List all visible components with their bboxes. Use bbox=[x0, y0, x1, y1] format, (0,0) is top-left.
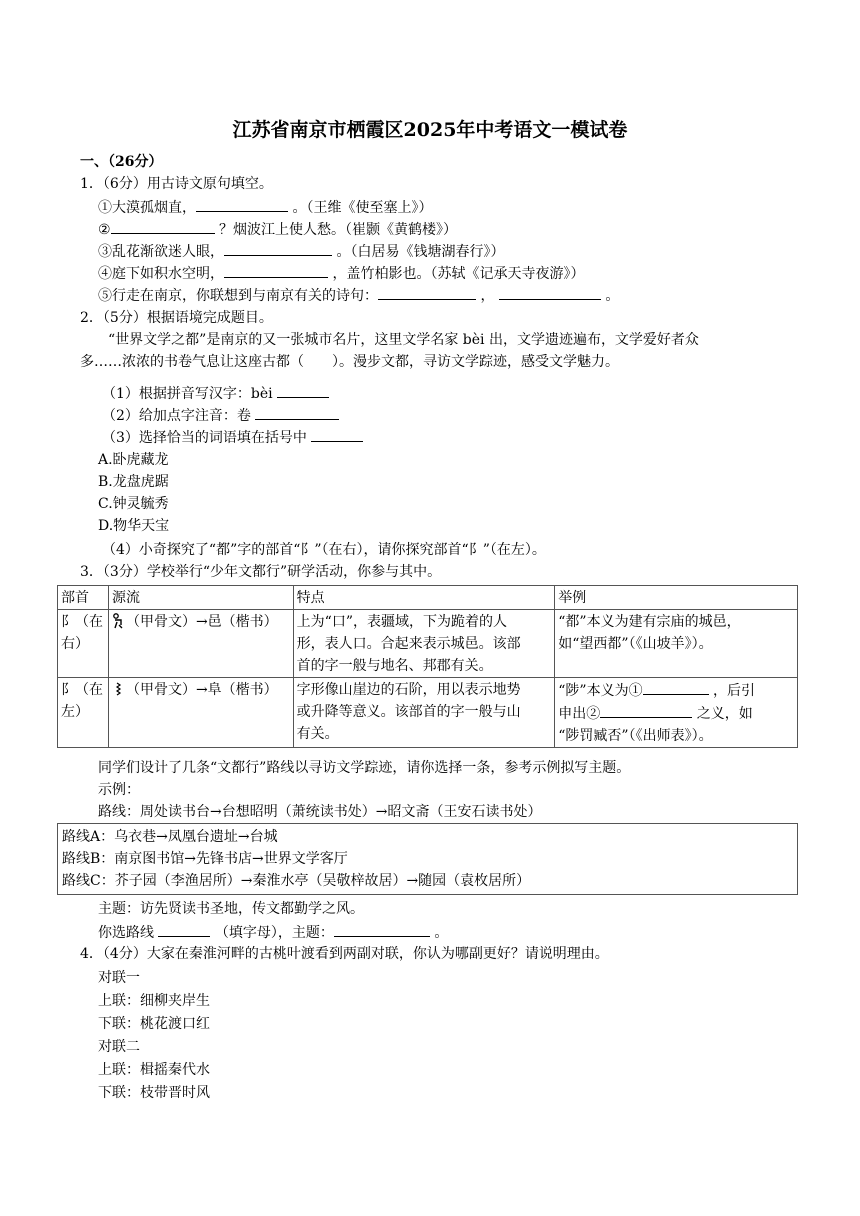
oracle-bone-glyph-icon bbox=[112, 681, 126, 697]
q3-choose-line: 你选路线 （填字母），主题： 。 bbox=[98, 921, 448, 943]
answer-blank[interactable] bbox=[158, 921, 210, 937]
answer-blank[interactable] bbox=[277, 382, 329, 398]
table-header: 部首 bbox=[58, 586, 109, 610]
answer-blank[interactable] bbox=[643, 679, 709, 695]
radical-table bbox=[57, 585, 798, 748]
q2-option-c[interactable]: C.钟灵毓秀 bbox=[98, 496, 169, 512]
q2-sub1: （1）根据拼音写汉字：bèi bbox=[102, 382, 329, 404]
table-row bbox=[58, 678, 798, 748]
route-a[interactable]: 路线A：乌衣巷→凤凰台遗址→台城 bbox=[62, 829, 278, 845]
q3-example-label: 示例： bbox=[98, 782, 140, 798]
answer-blank[interactable] bbox=[224, 262, 328, 278]
couplet-1-upper: 上联：细柳夹岸生 bbox=[98, 993, 210, 1009]
q2-sub3: （3）选择恰当的词语填在括号中 bbox=[102, 426, 363, 448]
couplet-1-label: 对联一 bbox=[98, 970, 140, 986]
q2-sub4: （4）小奇探究了“都”字的部首“阝”（在右），请你探究部首“阝”（在左）。 bbox=[102, 542, 546, 558]
q3-theme: 主题：访先贤读书圣地，传文都勤学之风。 bbox=[98, 901, 364, 917]
answer-blank[interactable] bbox=[499, 284, 601, 300]
q2-option-a[interactable]: A.卧虎藏龙 bbox=[98, 452, 169, 468]
couplet-2-upper: 上联：楫摇秦代水 bbox=[98, 1062, 210, 1078]
couplet-1-lower: 下联：桃花渡口红 bbox=[98, 1016, 210, 1032]
q1-item-3: ③乱花渐欲迷人眼， 。（白居易《钱塘湖春行》） bbox=[98, 240, 504, 262]
q1-item-4: ④庭下如积水空明， ，盖竹柏影也。（苏轼《记承天寺夜游》） bbox=[98, 262, 584, 284]
answer-blank[interactable] bbox=[196, 196, 288, 212]
section-heading: 一、（26分） bbox=[80, 154, 163, 170]
q2-stem: 2．（5分）根据语境完成题目。 bbox=[80, 310, 273, 326]
q3-intro: 同学们设计了几条“文都行”路线以寻访文学踪迹，请你选择一条，参考示例拟写主题。 bbox=[98, 760, 631, 776]
q2-sub2: （2）给加点字注音：卷 bbox=[102, 404, 339, 426]
q2-passage-line1: “世界文学之都”是南京的又一张城市名片，这里文学名家 bèi 出，文学遗迹遍布，文学爱好者众 bbox=[108, 332, 699, 348]
table-cell: 上为“口”，表疆域，下为跪着的人 形，表人口。合起来表示城邑。该部 首的字一般与地名、邦郡有关。 bbox=[293, 610, 555, 678]
table-cell: （甲骨文）→阜（楷书） bbox=[108, 678, 293, 748]
q2-option-d[interactable]: D.物华天宝 bbox=[98, 518, 170, 534]
route-b[interactable]: 路线B：南京图书馆→先锋书店→世界文学客厅 bbox=[62, 851, 348, 867]
table-row bbox=[58, 610, 798, 678]
q3-example-route: 路线：周处读书台→台想昭明（萧统读书处）→昭文斋（王安石读书处） bbox=[98, 804, 542, 820]
table-cell: 阝（在 右） bbox=[58, 610, 109, 678]
couplet-2-lower: 下联：枝带晋时风 bbox=[98, 1085, 210, 1101]
table-header-row bbox=[58, 586, 798, 610]
answer-blank[interactable] bbox=[334, 921, 430, 937]
answer-blank[interactable] bbox=[600, 702, 692, 718]
table-header: 举例 bbox=[555, 586, 798, 610]
q1-item-1: ①大漠孤烟直， 。（王维《使至塞上》） bbox=[98, 196, 432, 218]
q2-passage-line2: 多……浓浓的书卷气息让这座古都（ ）。漫步文都，寻访文学踪迹，感受文学魅力。 bbox=[80, 354, 619, 370]
answer-blank[interactable] bbox=[311, 426, 363, 442]
route-options-box bbox=[57, 823, 798, 895]
q4-stem: 4．（4分）大家在秦淮河畔的古桃叶渡看到两副对联，你认为哪副更好？请说明理由。 bbox=[80, 946, 609, 962]
answer-blank[interactable] bbox=[111, 218, 215, 234]
q3-stem: 3．（3分）学校举行“少年文都行”研学活动，你参与其中。 bbox=[80, 564, 442, 580]
route-c[interactable]: 路线C：芥子园（李渔居所）→秦淮水亭（吴敬梓故居）→随园（袁枚居所） bbox=[62, 873, 531, 889]
q1-stem: 1．（6分）用古诗文原句填空。 bbox=[80, 176, 273, 192]
table-header: 特点 bbox=[293, 586, 555, 610]
page-title: 江苏省南京市栖霞区2025年中考语文一模试卷 bbox=[232, 119, 628, 141]
q1-item-2: ② ？烟波江上使人愁。（崔颢《黄鹤楼》） bbox=[98, 218, 457, 240]
table-cell: “都”本义为建有宗庙的城邑， 如“望西都”（《山坡羊》）。 bbox=[555, 610, 798, 678]
answer-blank[interactable] bbox=[378, 284, 476, 300]
q2-option-b[interactable]: B.龙盘虎踞 bbox=[98, 474, 169, 490]
q1-item-5: ⑤行走在南京，你联想到与南京有关的诗句： ， 。 bbox=[98, 284, 619, 306]
answer-blank[interactable] bbox=[255, 404, 339, 420]
table-cell: “陟”本义为① ，后引 申出② 之义，如 “陟罚臧否”（《出师表》）。 bbox=[555, 678, 798, 748]
oracle-bone-glyph-icon bbox=[112, 613, 126, 629]
table-cell: （甲骨文）→邑（楷书） bbox=[108, 610, 293, 678]
table-cell: 字形像山崖边的石阶，用以表示地势 或升降等意义。该部首的字一般与山 有关。 bbox=[293, 678, 555, 748]
table-header: 源流 bbox=[108, 586, 293, 610]
table-cell: 阝（在 左） bbox=[58, 678, 109, 748]
answer-blank[interactable] bbox=[224, 240, 332, 256]
couplet-2-label: 对联二 bbox=[98, 1039, 140, 1055]
